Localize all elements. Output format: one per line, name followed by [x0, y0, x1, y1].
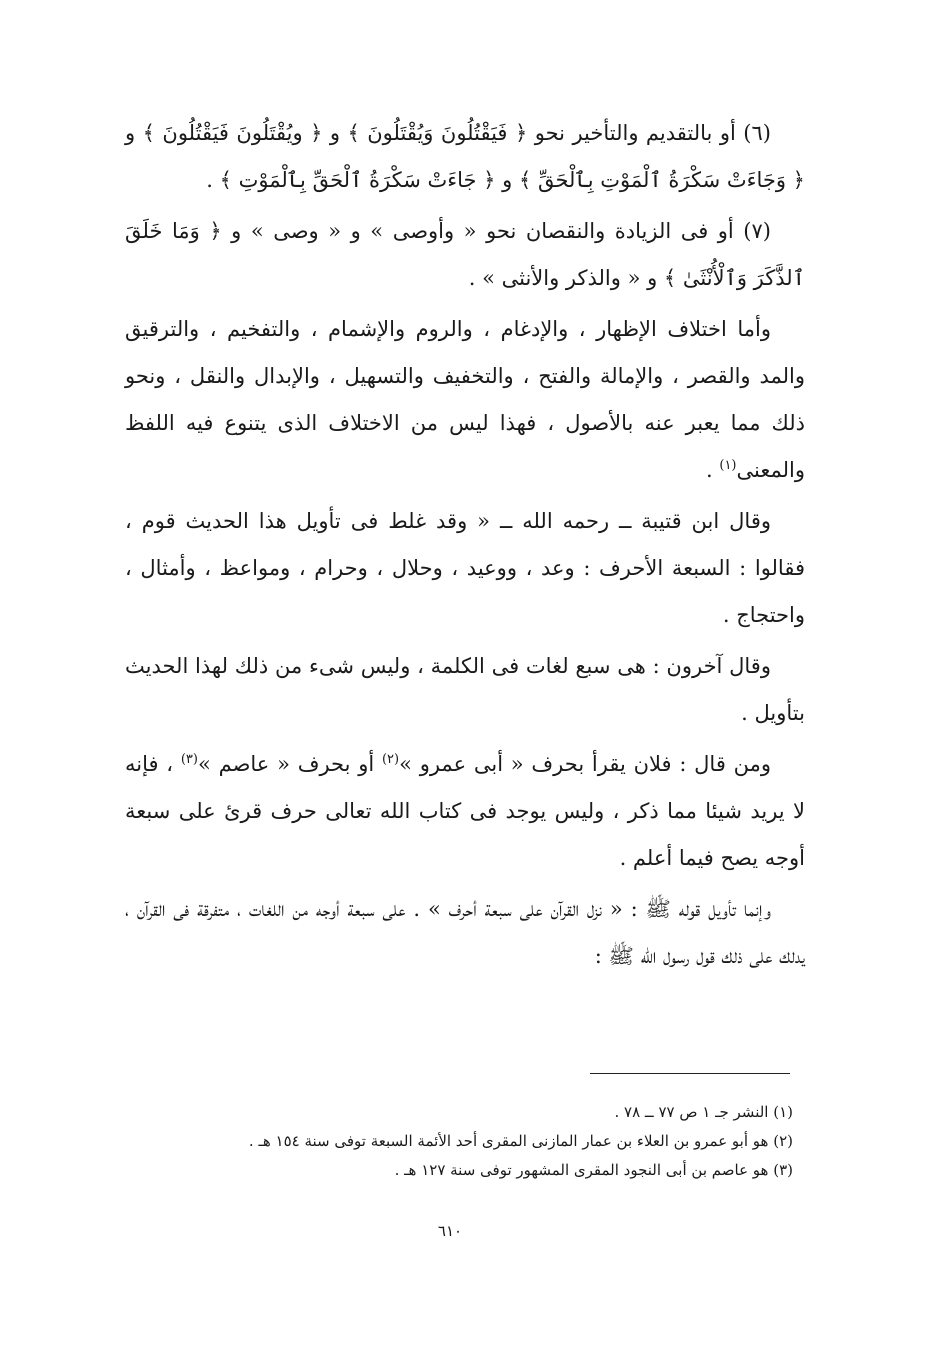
- paragraph-reading-text: ومن قال : فلان يقرأ بحرف « أبى عمرو »: [399, 752, 771, 776]
- footnote-2: (٢) هو أبو عمرو بن العلاء بن عمار المازنى المقرى أحد الأئمة السبعة توفى سنة ١٥٤ هـ .: [248, 1132, 793, 1150]
- paragraph-reading-mid: أو بحرف « عاصم »: [197, 752, 382, 776]
- paragraph-ibn-qutaybah: وقال ابن قتيبة ــ رحمه الله ــ « وقد غلط فى تأويل هذا الحديث قوم ، فقالوا : السبعة الأحرف : وعد ، ووعيد ، وحلال ، وحرام ، ومواعظ ، وأمثال ، واحتجاج .: [125, 509, 805, 627]
- footnote-3: (٣) هو عاصم بن أبى النجود المقرى المشهور توفى سنة ١٢٧ هـ .: [394, 1161, 793, 1179]
- paragraph-usul-text: وأما اختلاف الإظهار ، والإدغام ، والروم والإشمام ، والتفخيم ، والترقيق والمد والقصر ، والإمالة والفتح ، والتخفيف والتسهيل ، والإبدال والنقل ، ونحو ذلك مما يعبر عنه بالأصول ، فهذا ليس من الاختلاف الذى يتنوع فيه اللفظ والمعنى: [125, 317, 805, 482]
- paragraph-reading-end: ، فإنه لا يريد شيئا مما ذكر ، وليس يوجد فى كتاب الله تعالى حرف قرئ على سبعة أوجه يصح فيما أعلم .: [125, 752, 805, 870]
- footnote-1: (١) النشر جـ ١ ص ٧٧ ــ ٧٨ .: [614, 1103, 793, 1121]
- footnote-mark-1: (١): [719, 458, 737, 473]
- footnote-mark-3: (٣): [180, 752, 198, 767]
- footnote-divider: [590, 1073, 790, 1074]
- paragraph-others: وقال آخرون : هى سبع لغات فى الكلمة ، وليس شىء من ذلك لهذا الحديث بتأويل .: [125, 654, 805, 725]
- paragraph-reading: [125, 741, 805, 882]
- paragraph-usul-end: .: [706, 458, 720, 482]
- paragraph-6: (٦) أو بالتقديم والتأخير نحو ﴿ فَيَقْتُلُونَ وَيُقْتَلُونَ ﴾ و ﴿ ويُقْتَلُونَ فَيَقْتُلُونَ ﴾ و ﴿ وَجَاءَتْ سَكْرَةُ ٱلْمَوْتِ بِٱلْحَقِّ ﴾ و ﴿ جَاءَتْ سَكْرَةُ ٱلْحَقِّ بِٱلْمَوْتِ ﴾ .: [125, 121, 805, 192]
- paragraph-tawil: وإنما تأويل قوله ﷺ : « نزل القرآن على سبعة أحرف » . على سبعة أوجه من اللغات ، متفرقة فى القرآن ، يدلك على ذلك قول رسول الله ﷺ :: [125, 897, 805, 968]
- footnotes: [125, 1098, 793, 1185]
- paragraph-usul: [125, 306, 805, 494]
- paragraph-7: (٧) أو فى الزيادة والنقصان نحو « وأوصى » و « وصى » و ﴿ وَمَا خَلَقَ ٱلذَّكَرَ وَٱلْأُنْثَىٰ ﴾ و « والذكر والأنثى » .: [125, 219, 805, 290]
- page-number: ٦١٠: [437, 1222, 463, 1240]
- main-text: [125, 110, 805, 984]
- footnote-mark-2: (٢): [381, 752, 400, 767]
